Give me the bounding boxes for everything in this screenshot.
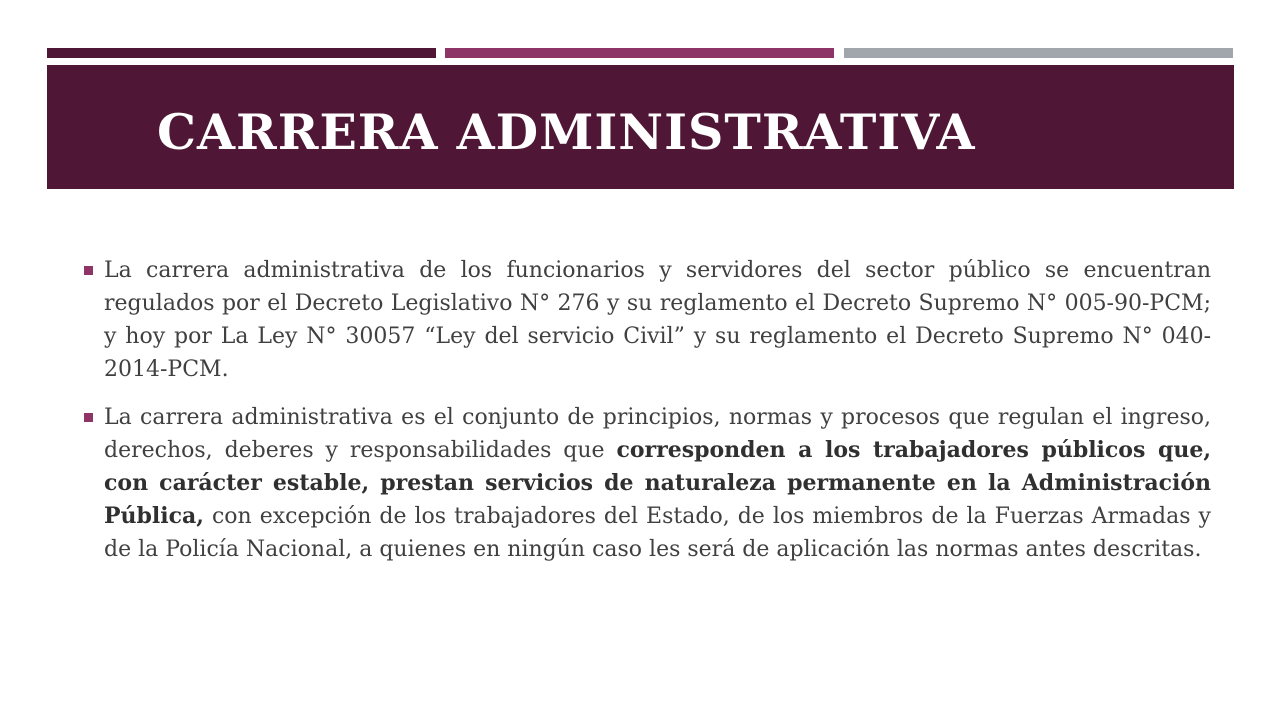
accent-bar-gray — [844, 48, 1233, 58]
bullet-item-2 — [84, 401, 1211, 566]
bullet-text-start: La carrera administrativa es el conjunto de principios, normas y procesos que regulan el ingreso, derechos, deberes y responsabilidades que — [104, 405, 1211, 463]
slide-title: CARRERA ADMINISTRATIVA — [157, 103, 976, 161]
bullet-text-bold: corresponden a los trabajadores públicos que, con carácter estable, prestan servicios de naturaleza permanente en la Administración Pública, — [104, 437, 1211, 529]
square-bullet-icon — [84, 266, 93, 275]
bullet-item-1 — [84, 254, 1211, 386]
accent-bar-magenta — [445, 48, 834, 58]
bullet-list — [84, 254, 1211, 581]
bullet-text: La carrera administrativa de los funcionarios y servidores del sector público se encuentran regulados por el Decreto Legislativo N° 276 y su reglamento el Decreto Supremo N° 005-90-PCM; y hoy por La Ley N° 30057 “Ley del servicio Civil” y su reglamento el Decreto Supremo N° 040-2014-PCM. — [104, 258, 1211, 382]
bullet-text-end: con excepción de los trabajadores del Estado, de los miembros de la Fuerzas Armadas y de la Policía Nacional, a quienes en ningún caso les será de aplicación las normas antes descritas. — [104, 504, 1211, 562]
accent-bar-dark — [47, 48, 436, 58]
square-bullet-icon — [84, 413, 93, 422]
